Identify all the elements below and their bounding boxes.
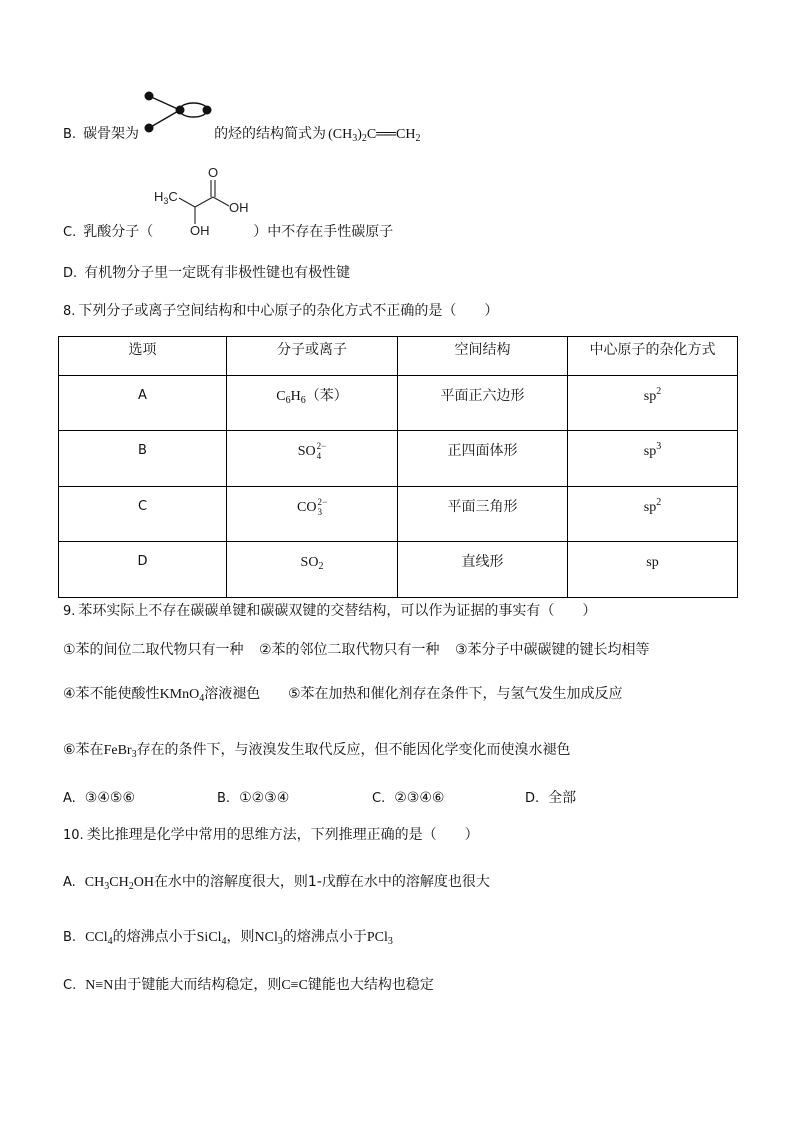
text-segment: （苯） (305, 388, 348, 404)
text-segment: OH (133, 875, 154, 890)
choice-label: B. (217, 791, 231, 806)
subscript: 4 (199, 693, 205, 704)
cell-hybridization (568, 376, 738, 431)
option-content (85, 929, 393, 945)
subscript: 4 (221, 936, 227, 947)
choice-d (525, 788, 576, 808)
text-segment: CH (396, 127, 416, 142)
carbon-skeleton-diagram (140, 88, 220, 138)
choice-text: ①②③④ (239, 790, 290, 806)
text-segment: 存在的条件下，与液溴发生取代反应，但不能因化学变化而使溴水褪色 (136, 742, 571, 758)
option-label: B. (63, 930, 77, 945)
cell-option: D (59, 542, 227, 598)
subscript: 3 (131, 749, 137, 760)
cell-option: B (59, 431, 227, 487)
text-segment: KMnO (159, 687, 200, 702)
cell-geometry: 直线形 (398, 542, 568, 598)
text-segment: sp (646, 555, 659, 570)
table-header-row (59, 337, 738, 376)
option-content (85, 977, 434, 993)
option-d-text: 有机物分子里一定既有非极性键也有极性键 (84, 265, 351, 281)
text-segment: ) (357, 127, 362, 142)
cell-hybridization (568, 487, 738, 542)
cell-geometry: 平面三角形 (398, 487, 568, 542)
q7-option-b (63, 124, 421, 144)
bond (195, 197, 213, 207)
cell-geometry: 正四面体形 (398, 431, 568, 487)
text-segment: ①苯的间位二取代物只有一种 (63, 642, 244, 658)
skeleton-bond (149, 96, 180, 110)
charge-stack (317, 441, 327, 461)
text-segment: NCl (254, 930, 278, 945)
question-stem: 下列分子或离子空间结构和中心原子的杂化方式不正确的是（ ） (78, 303, 499, 319)
header-option: 选项 (59, 337, 227, 376)
text-segment: C (276, 389, 286, 404)
header-geometry: 空间结构 (398, 337, 568, 376)
text-segment: H (154, 189, 164, 204)
subscript: 2 (318, 561, 324, 572)
table-row (59, 376, 738, 431)
carbonyl-oxygen-label: O (208, 165, 219, 180)
subscript: 6 (300, 395, 306, 406)
text-segment: SO (300, 555, 319, 570)
text-segment: H (290, 389, 301, 404)
superscript: 3 (656, 441, 662, 452)
choice-text: 全部 (548, 790, 577, 806)
text-segment: C (366, 127, 377, 142)
bond (179, 198, 195, 207)
text-segment: CH (84, 875, 105, 890)
option-label: A. (63, 875, 76, 890)
text-segment: ══ (376, 127, 397, 142)
bond (213, 197, 229, 206)
text-segment: 由于键能大而结构稳定，则 (113, 977, 282, 993)
fact-6 (63, 740, 571, 760)
header-species: 分子或离子 (227, 337, 398, 376)
text-segment: ③苯分子中碳碳键的键长均相等 (455, 642, 650, 658)
text-segment: 的熔沸点小于 (282, 929, 367, 945)
fact-3 (455, 640, 650, 660)
text-segment: SO (297, 444, 316, 459)
subscript: 2 (128, 881, 134, 892)
text-segment: N≡N (85, 978, 114, 993)
fact-4 (63, 684, 260, 704)
text-segment: (CH (328, 127, 353, 142)
hybridization-table (58, 336, 738, 598)
fact-2 (259, 640, 440, 660)
option-c-suffix: ）中不存在手性碳原子 (253, 224, 394, 240)
alpha-hydroxyl-label: OH (190, 223, 210, 238)
q8-stem (63, 301, 498, 321)
cell-species (227, 487, 398, 542)
table-row (59, 542, 738, 598)
cell-geometry: 平面正六边形 (398, 376, 568, 431)
cell-species (227, 542, 398, 598)
subscript: 3 (163, 196, 169, 206)
option-label: C. (63, 978, 77, 993)
lactic-acid-structure (150, 160, 255, 245)
choice-label: D. (525, 791, 540, 806)
option-label: C. (63, 225, 77, 240)
subscript: 6 (285, 395, 291, 406)
skeleton-atom (203, 106, 212, 115)
choice-text: ②③④⑥ (394, 790, 445, 806)
subscript: 3 (387, 936, 393, 947)
subscript: 4 (107, 936, 113, 947)
question-number: 8. (63, 304, 76, 319)
subscript: 3 (317, 507, 322, 517)
text-segment: ，则 (226, 929, 255, 945)
skeleton-atom (176, 106, 185, 115)
q10-option-b (63, 927, 393, 947)
option-b-middle: 的烃的结构简式为 (214, 126, 327, 142)
text-segment: C (168, 189, 178, 204)
choice-text: ③④⑤⑥ (84, 790, 135, 806)
option-b-prefix: 碳骨架为 (83, 126, 140, 142)
option-label: B. (63, 127, 77, 142)
subscript: 3 (104, 881, 110, 892)
text-segment: ②苯的邻位二取代物只有一种 (259, 642, 440, 658)
cell-hybridization (568, 431, 738, 487)
superscript: 2− (316, 441, 327, 451)
q9-stem (63, 601, 596, 621)
header-hybridization: 中心原子的杂化方式 (568, 337, 738, 376)
subscript: 3 (277, 936, 283, 947)
option-c-prefix: 乳酸分子（ (83, 224, 154, 240)
text-segment: sp (643, 389, 657, 404)
choice-label: A. (63, 791, 76, 806)
superscript: 2 (656, 386, 662, 397)
fact-1 (63, 640, 244, 660)
superscript: 2− (317, 497, 328, 507)
question-stem: 苯环实际上不存在碳碳单键和碳碳双键的交替结构，可以作为证据的事实有（ ） (78, 603, 597, 619)
text-segment: ④苯不能使酸性 (63, 686, 160, 702)
text-segment: sp (643, 444, 657, 459)
option-label: D. (63, 266, 78, 281)
question-number: 9. (63, 604, 76, 619)
text-segment: CO (296, 500, 317, 515)
text-segment: 在水中的溶解度很大，则1-戊醇在水中的溶解度也很大 (153, 874, 490, 890)
question-number: 10. (63, 828, 84, 843)
text-segment: sp (643, 500, 657, 515)
text-segment: CH (109, 875, 129, 890)
text-segment: FeBr (103, 743, 132, 758)
choice-c (372, 788, 444, 808)
fact-5 (288, 684, 623, 704)
text-segment: 溶液褪色 (204, 686, 261, 702)
text-segment: 键能也大结构也稳定 (307, 977, 434, 993)
option-content (85, 874, 490, 890)
subscript: 3 (352, 133, 358, 144)
skeleton-bond (149, 110, 180, 128)
q7-option-d (63, 263, 350, 283)
text-segment: ⑥苯在 (63, 742, 104, 758)
cell-option: C (59, 487, 227, 542)
choice-b (217, 788, 289, 808)
q10-option-a (63, 872, 490, 892)
table-row (59, 431, 738, 487)
carboxyl-hydroxyl-label: OH (229, 200, 249, 215)
superscript: 2 (656, 497, 662, 508)
charge-stack (317, 497, 327, 517)
subscript: 4 (316, 451, 322, 461)
text-segment: CCl (85, 930, 108, 945)
subscript: 2 (361, 133, 367, 144)
cell-species (227, 431, 398, 487)
text-segment: 的熔沸点小于 (112, 929, 197, 945)
table-row (59, 487, 738, 542)
text-segment: C≡C (281, 978, 308, 993)
structural-formula (328, 126, 420, 142)
cell-hybridization (568, 542, 738, 598)
text-segment: ⑤苯在加热和催化剂存在条件下，与氢气发生加成反应 (288, 686, 623, 702)
question-stem: 类比推理是化学中常用的思维方法，下列推理正确的是（ ） (86, 827, 479, 843)
q10-option-c (63, 975, 434, 995)
choice-a (63, 788, 135, 808)
text-segment: PCl (366, 930, 388, 945)
subscript: 2 (415, 133, 421, 144)
skeleton-atom (145, 92, 154, 101)
text-segment: SiCl (196, 930, 222, 945)
cell-option: A (59, 376, 227, 431)
methyl-label (154, 189, 178, 205)
q10-stem (63, 825, 479, 845)
choice-label: C. (372, 791, 386, 806)
skeleton-atom (145, 124, 154, 133)
cell-species (227, 376, 398, 431)
